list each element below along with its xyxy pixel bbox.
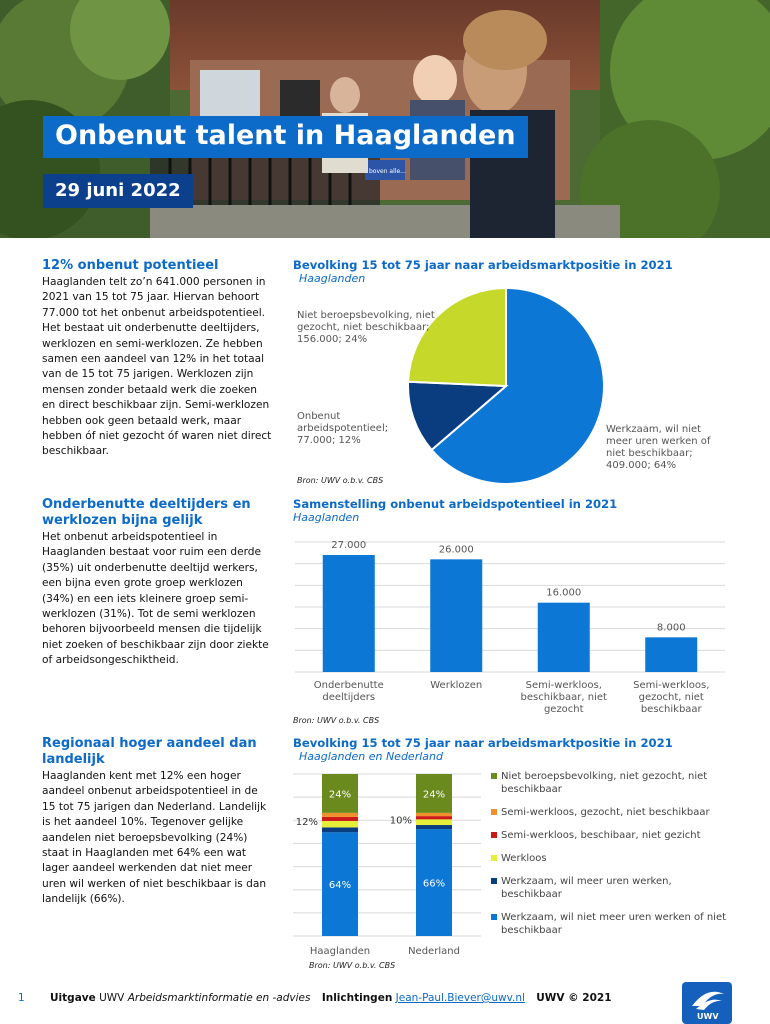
stacked-bar-chart xyxy=(285,766,485,966)
bar-category-label: Semi-werkloos, gezocht, niet beschikbaar xyxy=(633,680,710,715)
stacked-bar-segment xyxy=(416,816,452,819)
legend-item xyxy=(490,911,730,937)
pie-chart-source: Bron: UWV o.b.v. CBS xyxy=(297,476,384,485)
legend-label: Werkzaam, wil niet meer uren werken of niet beschikbaar xyxy=(501,912,727,936)
photo-sign: boven alle... xyxy=(369,168,406,175)
legend-swatch xyxy=(491,855,497,861)
contact-email-link[interactable]: Jean-Paul.Biever@uwv.nl xyxy=(395,992,525,1004)
legend-item xyxy=(490,770,730,796)
legend-swatch xyxy=(491,773,497,779)
legend-item xyxy=(490,875,730,901)
stacked-bar-segment xyxy=(322,817,358,821)
stacked-bar-segment xyxy=(416,813,452,816)
section-onbenut-potentieel xyxy=(42,258,272,460)
section-heading: Onderbenutte deeltijders en werklozen bijna gelijk xyxy=(42,497,251,528)
logo-text: UWV xyxy=(697,1012,719,1021)
pie-slice xyxy=(408,288,506,386)
bar xyxy=(538,603,590,672)
stacked-chart-source: Bron: UWV o.b.v. CBS xyxy=(309,961,396,970)
bar-value-label: 8.000 xyxy=(656,622,686,634)
legend-item xyxy=(490,852,730,865)
section-heading: Regionaal hoger aandeel dan landelijk xyxy=(42,736,257,767)
stacked-bar-segment xyxy=(416,825,452,829)
stacked-chart-subtitle: Haaglanden en Nederland xyxy=(299,750,443,763)
legend-item xyxy=(490,829,730,842)
stacked-bar-segment xyxy=(322,821,358,827)
legend-label: Werkzaam, wil meer uren werken, beschikbaar xyxy=(501,876,672,900)
bar-value-label: 27.000 xyxy=(331,540,367,551)
publication-date: 29 juni 2022 xyxy=(43,174,193,208)
stacked-bottom-label: 66% xyxy=(422,878,446,890)
pie-chart-subtitle: Haaglanden xyxy=(299,272,366,285)
bar-chart-source: Bron: UWV o.b.v. CBS xyxy=(293,716,380,725)
bar-category-label: Werklozen xyxy=(430,680,483,691)
bar-category-label: Semi-werkloos, beschikbaar, niet gezocht xyxy=(520,680,607,715)
footer xyxy=(18,992,758,1004)
section-regionaal-aandeel xyxy=(42,736,272,908)
bar-chart xyxy=(285,530,735,715)
legend-label: Semi-werkloos, gezocht, niet beschikbaar xyxy=(501,807,710,818)
pie-chart-title: Bevolking 15 tot 75 jaar naar arbeidsmarktpositie in 2021 xyxy=(293,258,673,272)
stacked-top-label: 24% xyxy=(328,789,352,801)
legend-label: Werkloos xyxy=(501,853,547,864)
section-heading: 12% onbenut potentieel xyxy=(42,258,219,273)
stacked-chart-legend xyxy=(490,770,730,947)
stacked-chart-title: Bevolking 15 tot 75 jaar naar arbeidsmarktpositie in 2021 xyxy=(293,736,673,750)
bar-value-label: 16.000 xyxy=(546,587,582,599)
section-body: Haaglanden kent met 12% een hoger aandeel onbenut arbeidspotentieel in de 15 tot 75 jarigen dan Nederland. Landelijk is het aandeel 10%. Tegenover gelijke aandelen niet beroepsbevolking (24%) staat in Haaglanden met 64% een wat lager aandeel werkenden dat niet meer uren wil werken of niet beschikbaar is dan landelijk (66%). xyxy=(42,770,267,906)
legend-swatch xyxy=(491,914,497,920)
stacked-middle-label: 10% xyxy=(389,815,412,827)
legend-label: Niet beroepsbevolking, niet gezocht, niet beschikbaar xyxy=(501,771,708,795)
stacked-bar-segment xyxy=(322,827,358,832)
footer-uitgave-text: Arbeidsmarktinformatie en -advies xyxy=(127,992,311,1004)
pie-chart xyxy=(285,288,745,484)
bar xyxy=(323,555,375,672)
uwv-logo-icon xyxy=(682,982,732,1024)
uwv-logo xyxy=(682,982,732,1024)
pie-slice-label: Werkzaam, wil niet meer uren werken of niet beschikbaar; 409.000; 64% xyxy=(606,424,711,471)
bar-chart-title: Samenstelling onbenut arbeidspotentieel in 2021 xyxy=(293,497,618,511)
section-body: Haaglanden telt zo’n 641.000 personen in 2021 van 15 tot 75 jaar. Hiervan behoort 77.000 tot het onbenut arbeidspotentieel. Het bestaat uit onderbenutte deeltijders, werklozen en semi-werklozen. Ze hebben samen een aandeel van 12% in het totaal van de 15 tot 75 jarigen. Werklozen zijn mensen zonder betaald werk die zoeken en direct beschikbaar zijn. Semi-werklozen hebben ook geen betaald werk, maar hebben óf niet gezocht óf waren niet direct beschikbaar. xyxy=(42,276,272,458)
bar-value-label: 26.000 xyxy=(438,544,474,556)
footer-uitgave-org: UWV xyxy=(99,992,125,1004)
legend-item xyxy=(490,806,730,819)
legend-swatch xyxy=(491,809,497,815)
legend-swatch xyxy=(491,878,497,884)
pie-slice-label: Niet beroepsbevolking, niet gezocht, niet beschikbaar; 156.000; 24% xyxy=(297,310,435,345)
stacked-bottom-label: 64% xyxy=(328,880,352,892)
bar xyxy=(430,559,482,672)
stacked-bar-segment xyxy=(322,813,358,817)
footer-uitgave-label: Uitgave xyxy=(50,992,96,1004)
stacked-category-label: Haaglanden xyxy=(309,946,371,957)
stacked-middle-label: 12% xyxy=(295,816,318,828)
page-number: 1 xyxy=(18,992,25,1004)
footer-inlichtingen-label: Inlichtingen xyxy=(321,992,393,1004)
pie-slice-label: Onbenut arbeidspotentieel; 77.000; 12% xyxy=(297,411,389,446)
stacked-category-label: Nederland xyxy=(408,946,460,957)
bar-chart-subtitle: Haaglanden xyxy=(293,511,360,524)
legend-label: Semi-werkloos, beschibaar, niet gezicht xyxy=(501,830,701,841)
stacked-top-label: 24% xyxy=(422,789,446,801)
legend-swatch xyxy=(491,832,497,838)
footer-copyright: UWV © 2021 xyxy=(536,992,612,1004)
stacked-bar-segment xyxy=(416,819,452,825)
section-deeltijders-werklozen xyxy=(42,497,272,669)
section-body: Het onbenut arbeidspotentieel in Haaglanden bestaat voor ruim een derde (35%) uit onderbenutte deeltijd werkers, een bijna even grote groep werklozen (34%) en een iets kleinere groep semi-werklozen (31%). Tot de semi werklozen behoren bijvoorbeeld mensen die tijdelijk niet zoeken of beschikbaar zijn door ziekte of arbeidsongeschiktheid. xyxy=(42,531,269,667)
bar xyxy=(645,637,697,672)
hero-photo xyxy=(0,0,770,238)
bar-category-label: Onderbenutte deeltijders xyxy=(313,680,384,703)
page-title: Onbenut talent in Haaglanden xyxy=(43,116,528,158)
